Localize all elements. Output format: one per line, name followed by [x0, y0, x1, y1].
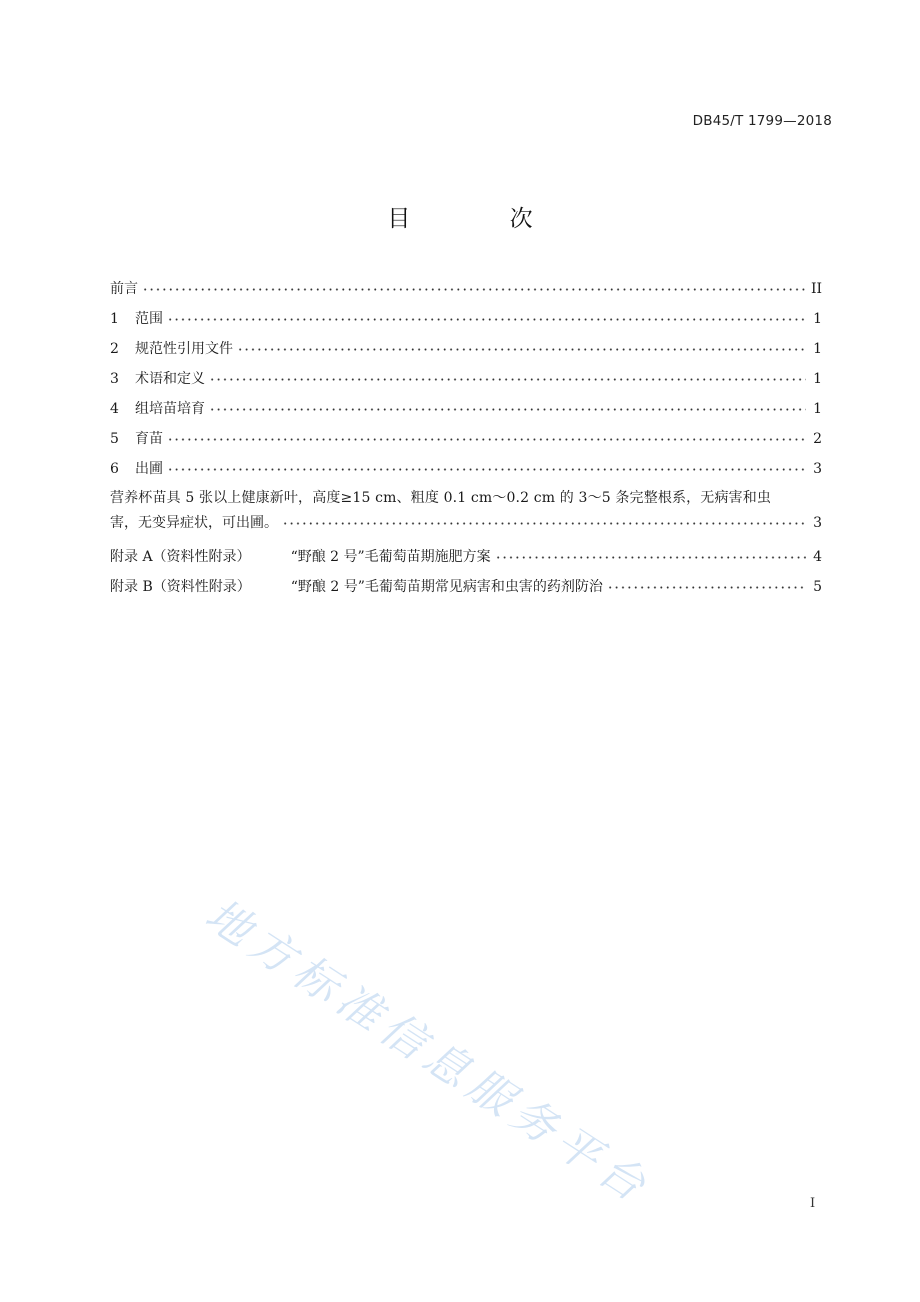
toc-entry-number: 6 [110, 461, 119, 477]
toc-entry-label: 育苗 [135, 431, 163, 447]
toc-entry-page: 5 [813, 579, 822, 595]
toc-entry-label: 规范性引用文件 [135, 341, 233, 357]
table-of-contents [110, 274, 822, 602]
toc-leader-dots [142, 277, 805, 291]
toc-entry-number: 1 [110, 311, 119, 327]
toc-entry-label: 出圃 [135, 461, 163, 477]
toc-leader-dots [209, 367, 806, 381]
toc-entry-page: 1 [813, 341, 822, 357]
toc-entry-appendix-b[interactable] [110, 572, 822, 602]
toc-entry-page: 2 [813, 431, 822, 447]
toc-entry-page: 1 [813, 311, 822, 327]
toc-entry-number: 3 [110, 371, 119, 387]
toc-leader-dots [167, 457, 806, 471]
page-number: I [810, 1196, 816, 1211]
toc-entry-label: 前言 [110, 281, 138, 297]
toc-entry-scope[interactable] [110, 304, 822, 334]
toc-leader-dots [495, 545, 806, 559]
toc-entry-normative-references[interactable] [110, 334, 822, 364]
toc-entry-number: 4 [110, 401, 119, 417]
appendix-prefix: 附录 A（资料性附录） [110, 549, 251, 565]
toc-leader-dots [167, 427, 806, 441]
toc-leader-dots [167, 307, 806, 321]
toc-leader-dots [209, 397, 806, 411]
toc-entry-page: 3 [813, 515, 822, 531]
appendix-title: “野酿 2 号”毛葡萄苗期施肥方案 [290, 549, 491, 565]
toc-title: 目 次 [387, 206, 579, 232]
toc-entry-text-line-2: 害，无变异症状，可出圃。 [110, 515, 278, 531]
toc-entry-page: 3 [813, 461, 822, 477]
toc-entry-label: 范围 [135, 311, 163, 327]
toc-leader-dots [607, 575, 806, 589]
toc-entry-seedling-criteria[interactable] [110, 486, 822, 536]
toc-entry-seedling-raising[interactable] [110, 424, 822, 454]
toc-entry-label: 术语和定义 [135, 371, 205, 387]
appendix-prefix: 附录 B（资料性附录） [110, 579, 251, 595]
toc-leader-dots [282, 511, 806, 525]
toc-entry-terms-definitions[interactable] [110, 364, 822, 394]
toc-entry-tissue-culture[interactable] [110, 394, 822, 424]
appendix-title: “野酿 2 号”毛葡萄苗期常见病害和虫害的药剂防治 [290, 579, 603, 595]
toc-entry-label: 组培苗培育 [135, 401, 205, 417]
toc-entry-page: II [810, 281, 822, 297]
toc-entry-foreword[interactable] [110, 274, 822, 304]
standard-code: DB45/T 1799—2018 [692, 113, 832, 129]
toc-entry-number: 2 [110, 341, 119, 357]
toc-entry-number: 5 [110, 431, 119, 447]
toc-entry-page: 1 [813, 401, 822, 417]
toc-entry-nursery-out[interactable] [110, 454, 822, 484]
toc-entry-page: 4 [813, 549, 822, 565]
toc-leader-dots [237, 337, 806, 351]
toc-entry-text-line-1: 营养杯苗具 5 张以上健康新叶，高度≥15 cm、粗度 0.1 cm～0.2 cm 的 3～5 条完整根系，无病害和虫 [110, 490, 772, 506]
toc-entry-appendix-a[interactable] [110, 542, 822, 572]
toc-entry-page: 1 [813, 371, 822, 387]
watermark-text: 地方标准信息服务平台 [196, 889, 661, 1216]
